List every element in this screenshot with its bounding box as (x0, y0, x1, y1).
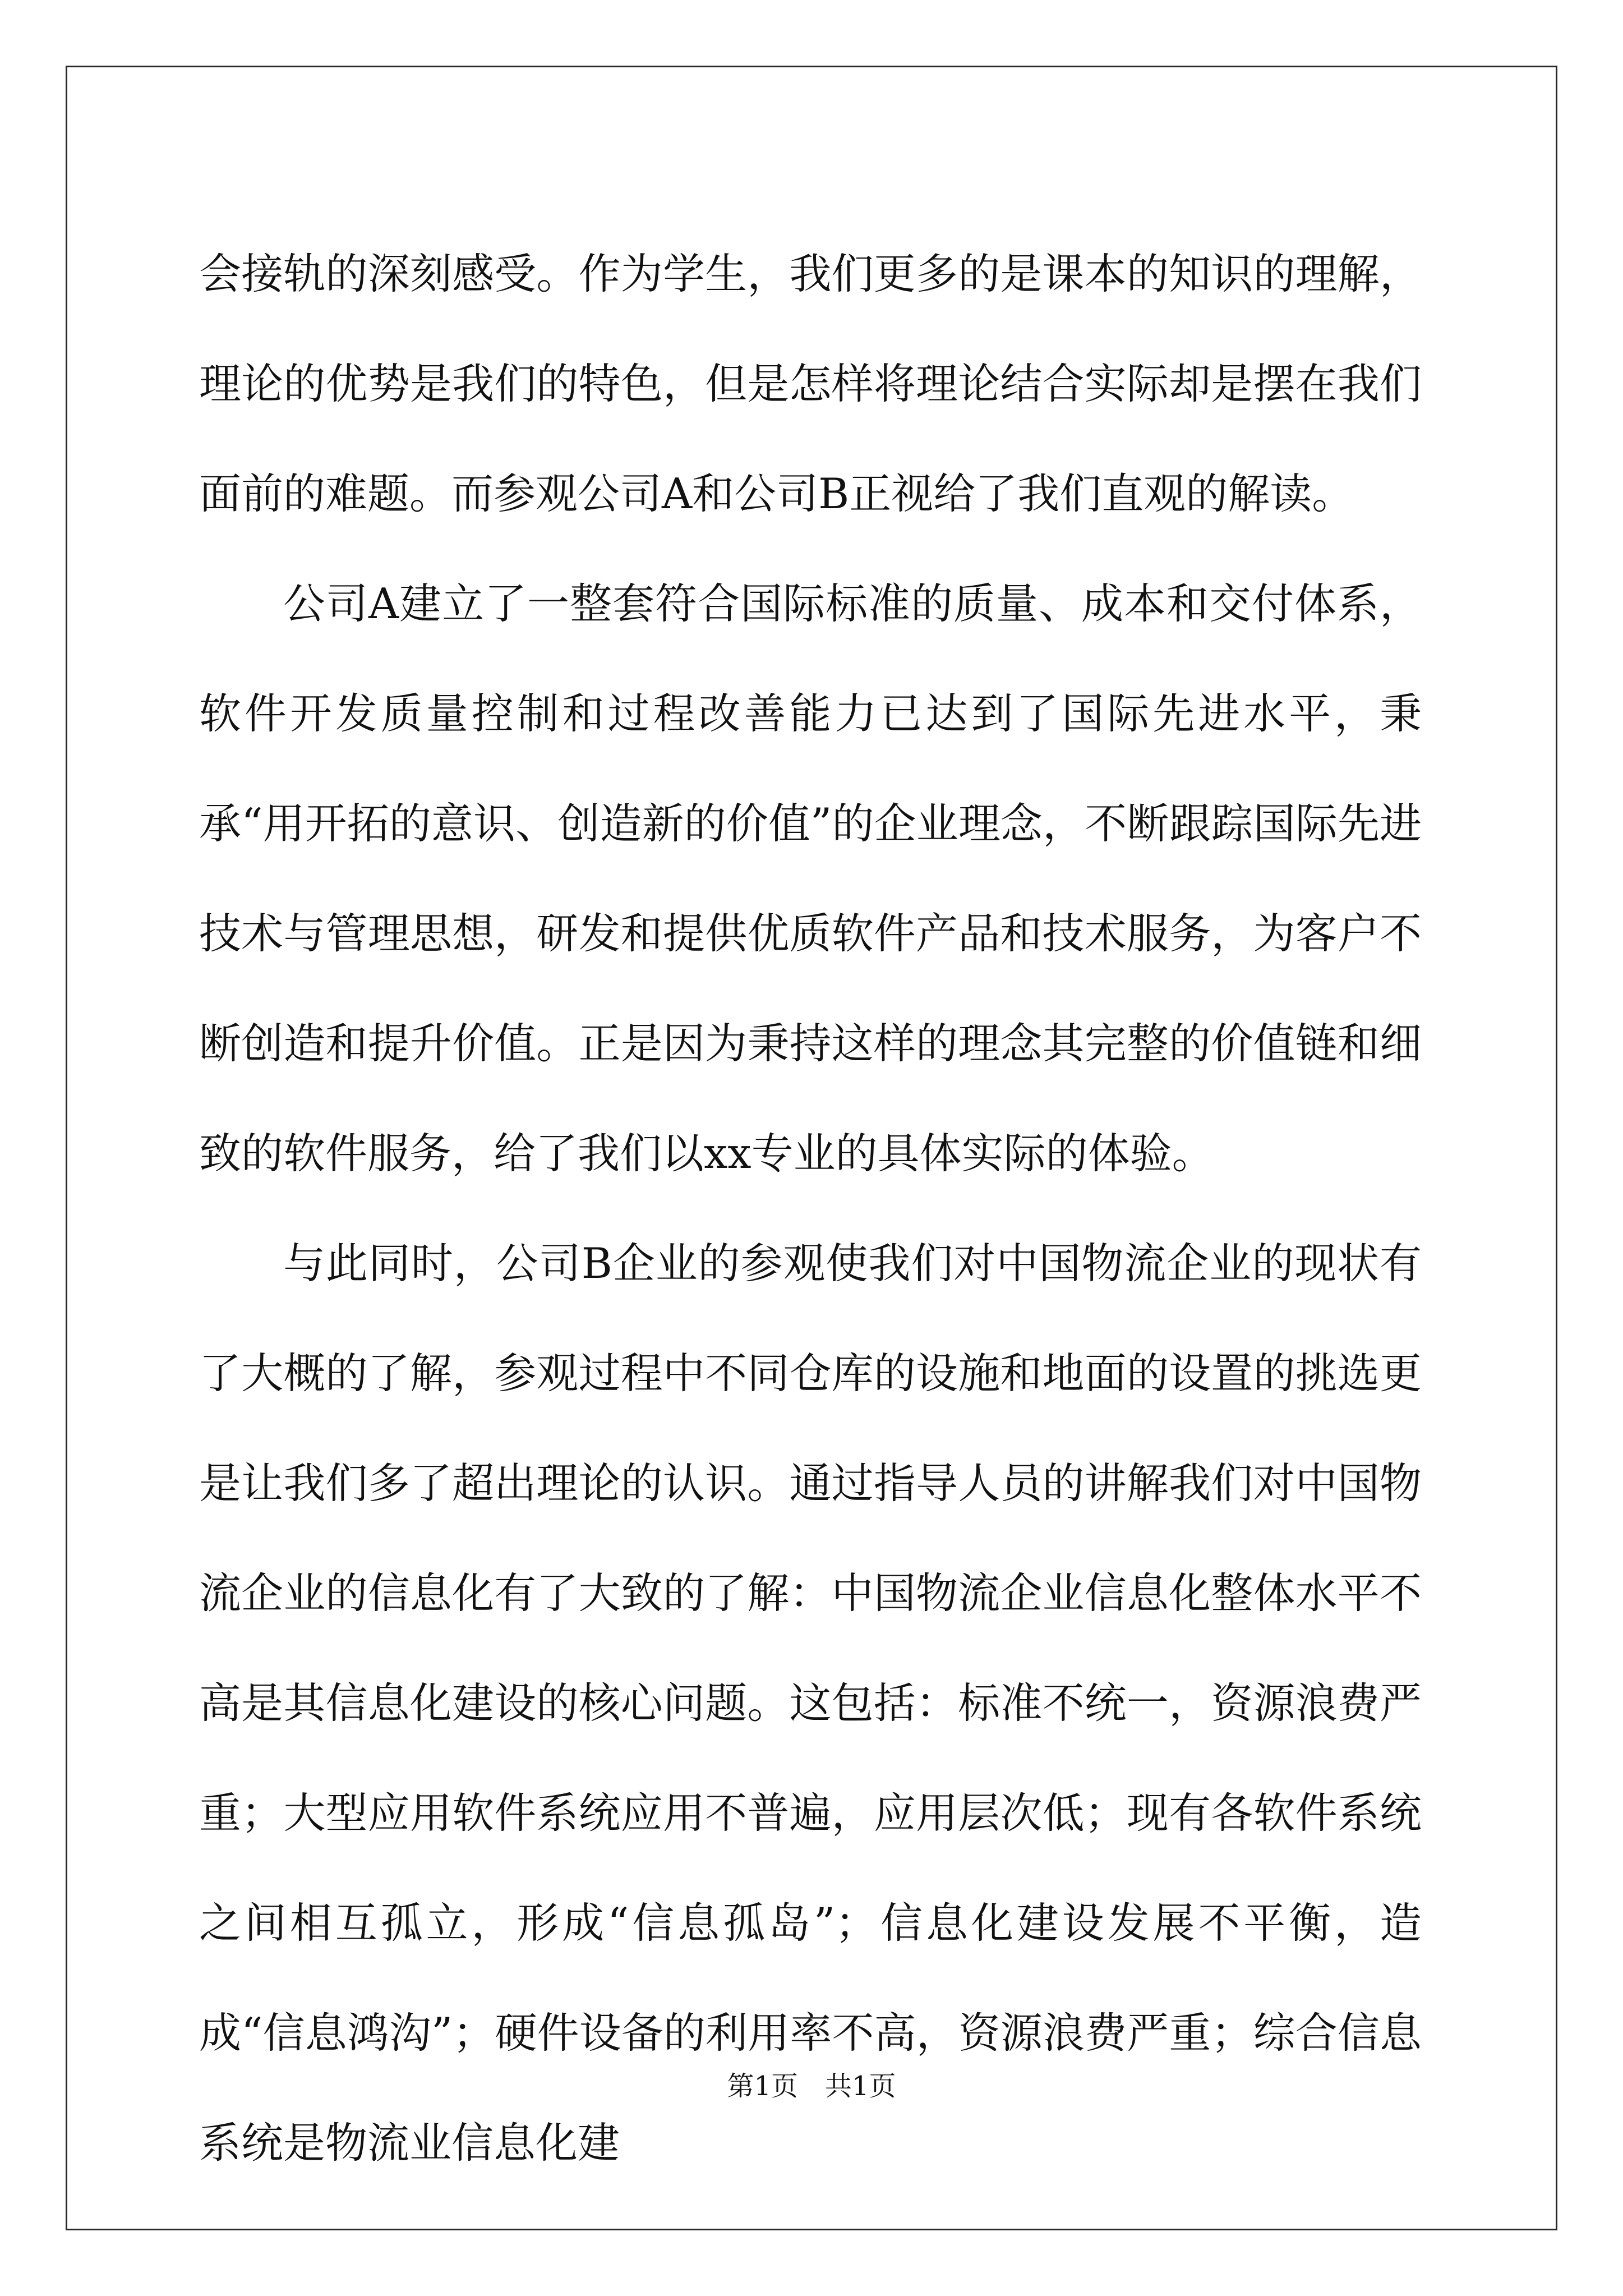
paragraph-2: 公司A建立了一整套符合国际标准的质量、成本和交付体系，软件开发质量控制和过程改善能力已达到了国际先进水平，秉承“用开拓的意识、创造新的价值”的企业理念，不断跟踪国际先进技术与管理思想，研发和提供优质软件产品和技术服务，为客户不断创造和提升价值。正是因为秉持这样的理念其完整的价值链和细致的软件服务，给了我们以xx专业的具体实际的体验。 (199, 579, 1422, 1178)
page-number: 第1页 共1页 (727, 2070, 896, 2102)
document-body (199, 219, 1422, 2198)
paragraph-1: 会接轨的深刻感受。作为学生，我们更多的是课本的知识的理解，理论的优势是我们的特色，但是怎样将理论结合实际却是摆在我们面前的难题。而参观公司A和公司B正视给了我们直观的解读。 (199, 249, 1422, 518)
paragraph-3: 与此同时，公司B企业的参观使我们对中国物流企业的现状有了大概的了解，参观过程中不同仓库的设施和地面的设置的挑选更是让我们多了超出理论的认识。通过指导人员的讲解我们对中国物流企业的信息化有了大致的了解：中国物流企业信息化整体水平不高是其信息化建设的核心问题。这包括：标准不统一，资源浪费严重；大型应用软件系统应用不普遍，应用层次低；现有各软件系统之间相互孤立，形成“信息孤岛”；信息化建设发展不平衡，造成“信息鸿沟”；硬件设备的利用率不高，资源浪费严重；综合信息系统是物流业信息化建 (199, 1239, 1422, 2168)
page-footer (0, 2064, 1623, 2103)
